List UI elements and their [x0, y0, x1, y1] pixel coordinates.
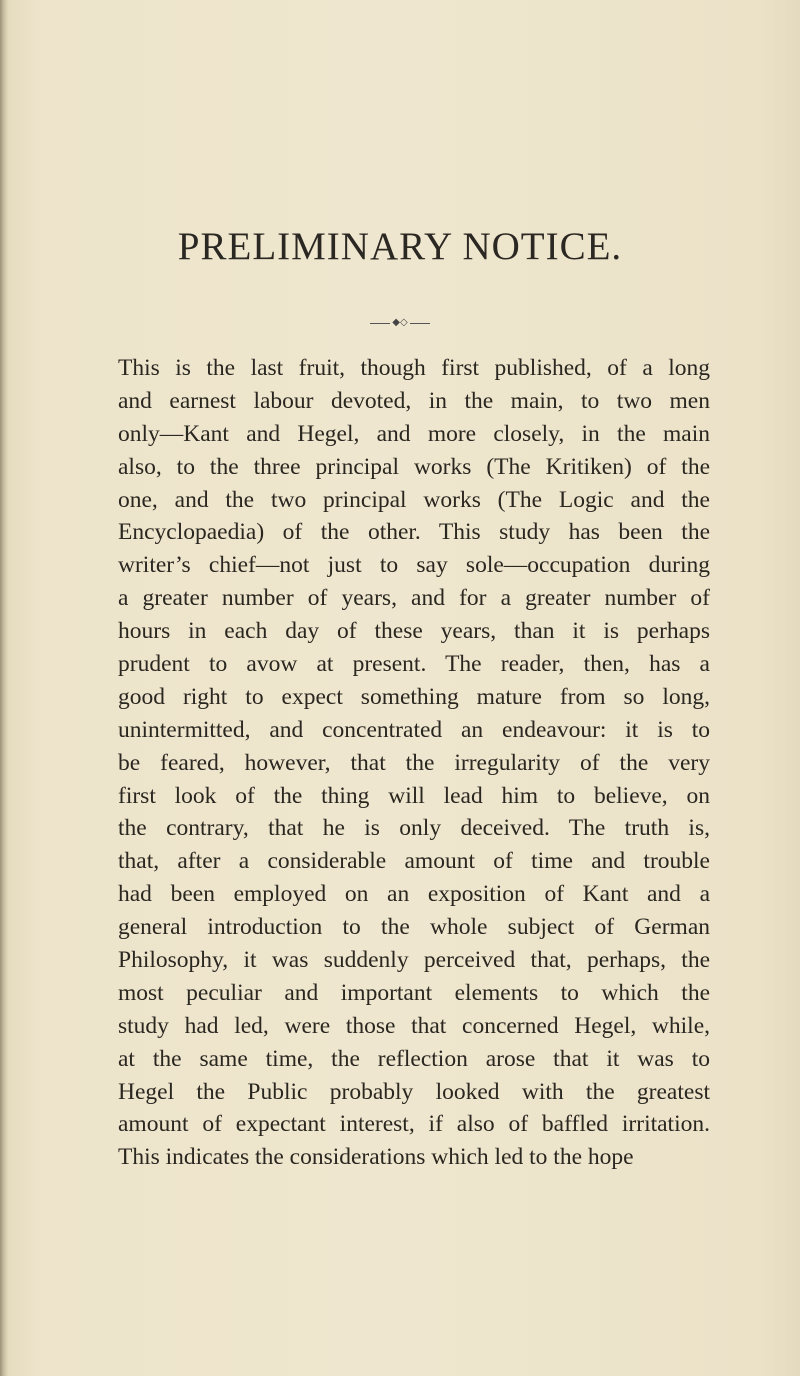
body-paragraph	[118, 352, 710, 1174]
text-line: good right to expect something mature from so long,	[118, 683, 710, 710]
text-line: study had led, were those that concerned Hegel, while,	[118, 1012, 710, 1039]
text-line: amount of expectant interest, if also of baffled irritation.	[118, 1111, 710, 1138]
ornament-diamond: ◆◇	[392, 317, 408, 328]
text-line: writer’s chief—not just to say sole—occupation during	[118, 552, 710, 579]
page-title: PRELIMINARY NOTICE.	[177, 225, 623, 268]
text-line: Philosophy, it was suddenly perceived that, perhaps, the	[118, 947, 710, 974]
text-line: first look of the thing will lead him to believe, on	[118, 782, 710, 809]
text-line: at the same time, the reflection arose that it was to	[118, 1045, 710, 1072]
title-ornament	[0, 316, 800, 330]
text-line: only—Kant and Hegel, and more closely, in the main	[118, 420, 710, 447]
text-line: also, to the three principal works (The Kritiken) of the	[118, 453, 710, 480]
text-line: general introduction to the whole subject of German	[118, 914, 710, 941]
ornament-rule-right	[410, 323, 430, 324]
text-line: unintermitted, and concentrated an endeavour: it is to	[118, 716, 710, 743]
text-line: one, and the two principal works (The Logic and the	[118, 486, 710, 513]
text-line: and earnest labour devoted, in the main, to two men	[118, 387, 710, 414]
text-line: a greater number of years, and for a greater number of	[118, 585, 710, 612]
text-line: This is the last fruit, though first published, of a long	[118, 355, 710, 381]
page-spine-shadow	[0, 0, 8, 1376]
text-line: Encyclopaedia) of the other. This study has been the	[118, 519, 710, 546]
text-line: had been employed on an exposition of Kant and a	[118, 881, 710, 908]
ornament-rule-left	[370, 323, 390, 324]
text-line: prudent to avow at present. The reader, then, has a	[118, 651, 710, 678]
text-line: the contrary, that he is only deceived. The truth is,	[118, 815, 710, 842]
text-line: most peculiar and important elements to which the	[118, 979, 710, 1006]
text-line: Hegel the Public probably looked with the greatest	[118, 1078, 710, 1105]
text-line: hours in each day of these years, than it is perhaps	[118, 618, 710, 645]
text-line: be feared, however, that the irregularity of the very	[118, 749, 710, 776]
text-line: that, after a considerable amount of time and trouble	[118, 848, 710, 875]
text-line: This indicates the considerations which led to the hope	[118, 1144, 634, 1171]
